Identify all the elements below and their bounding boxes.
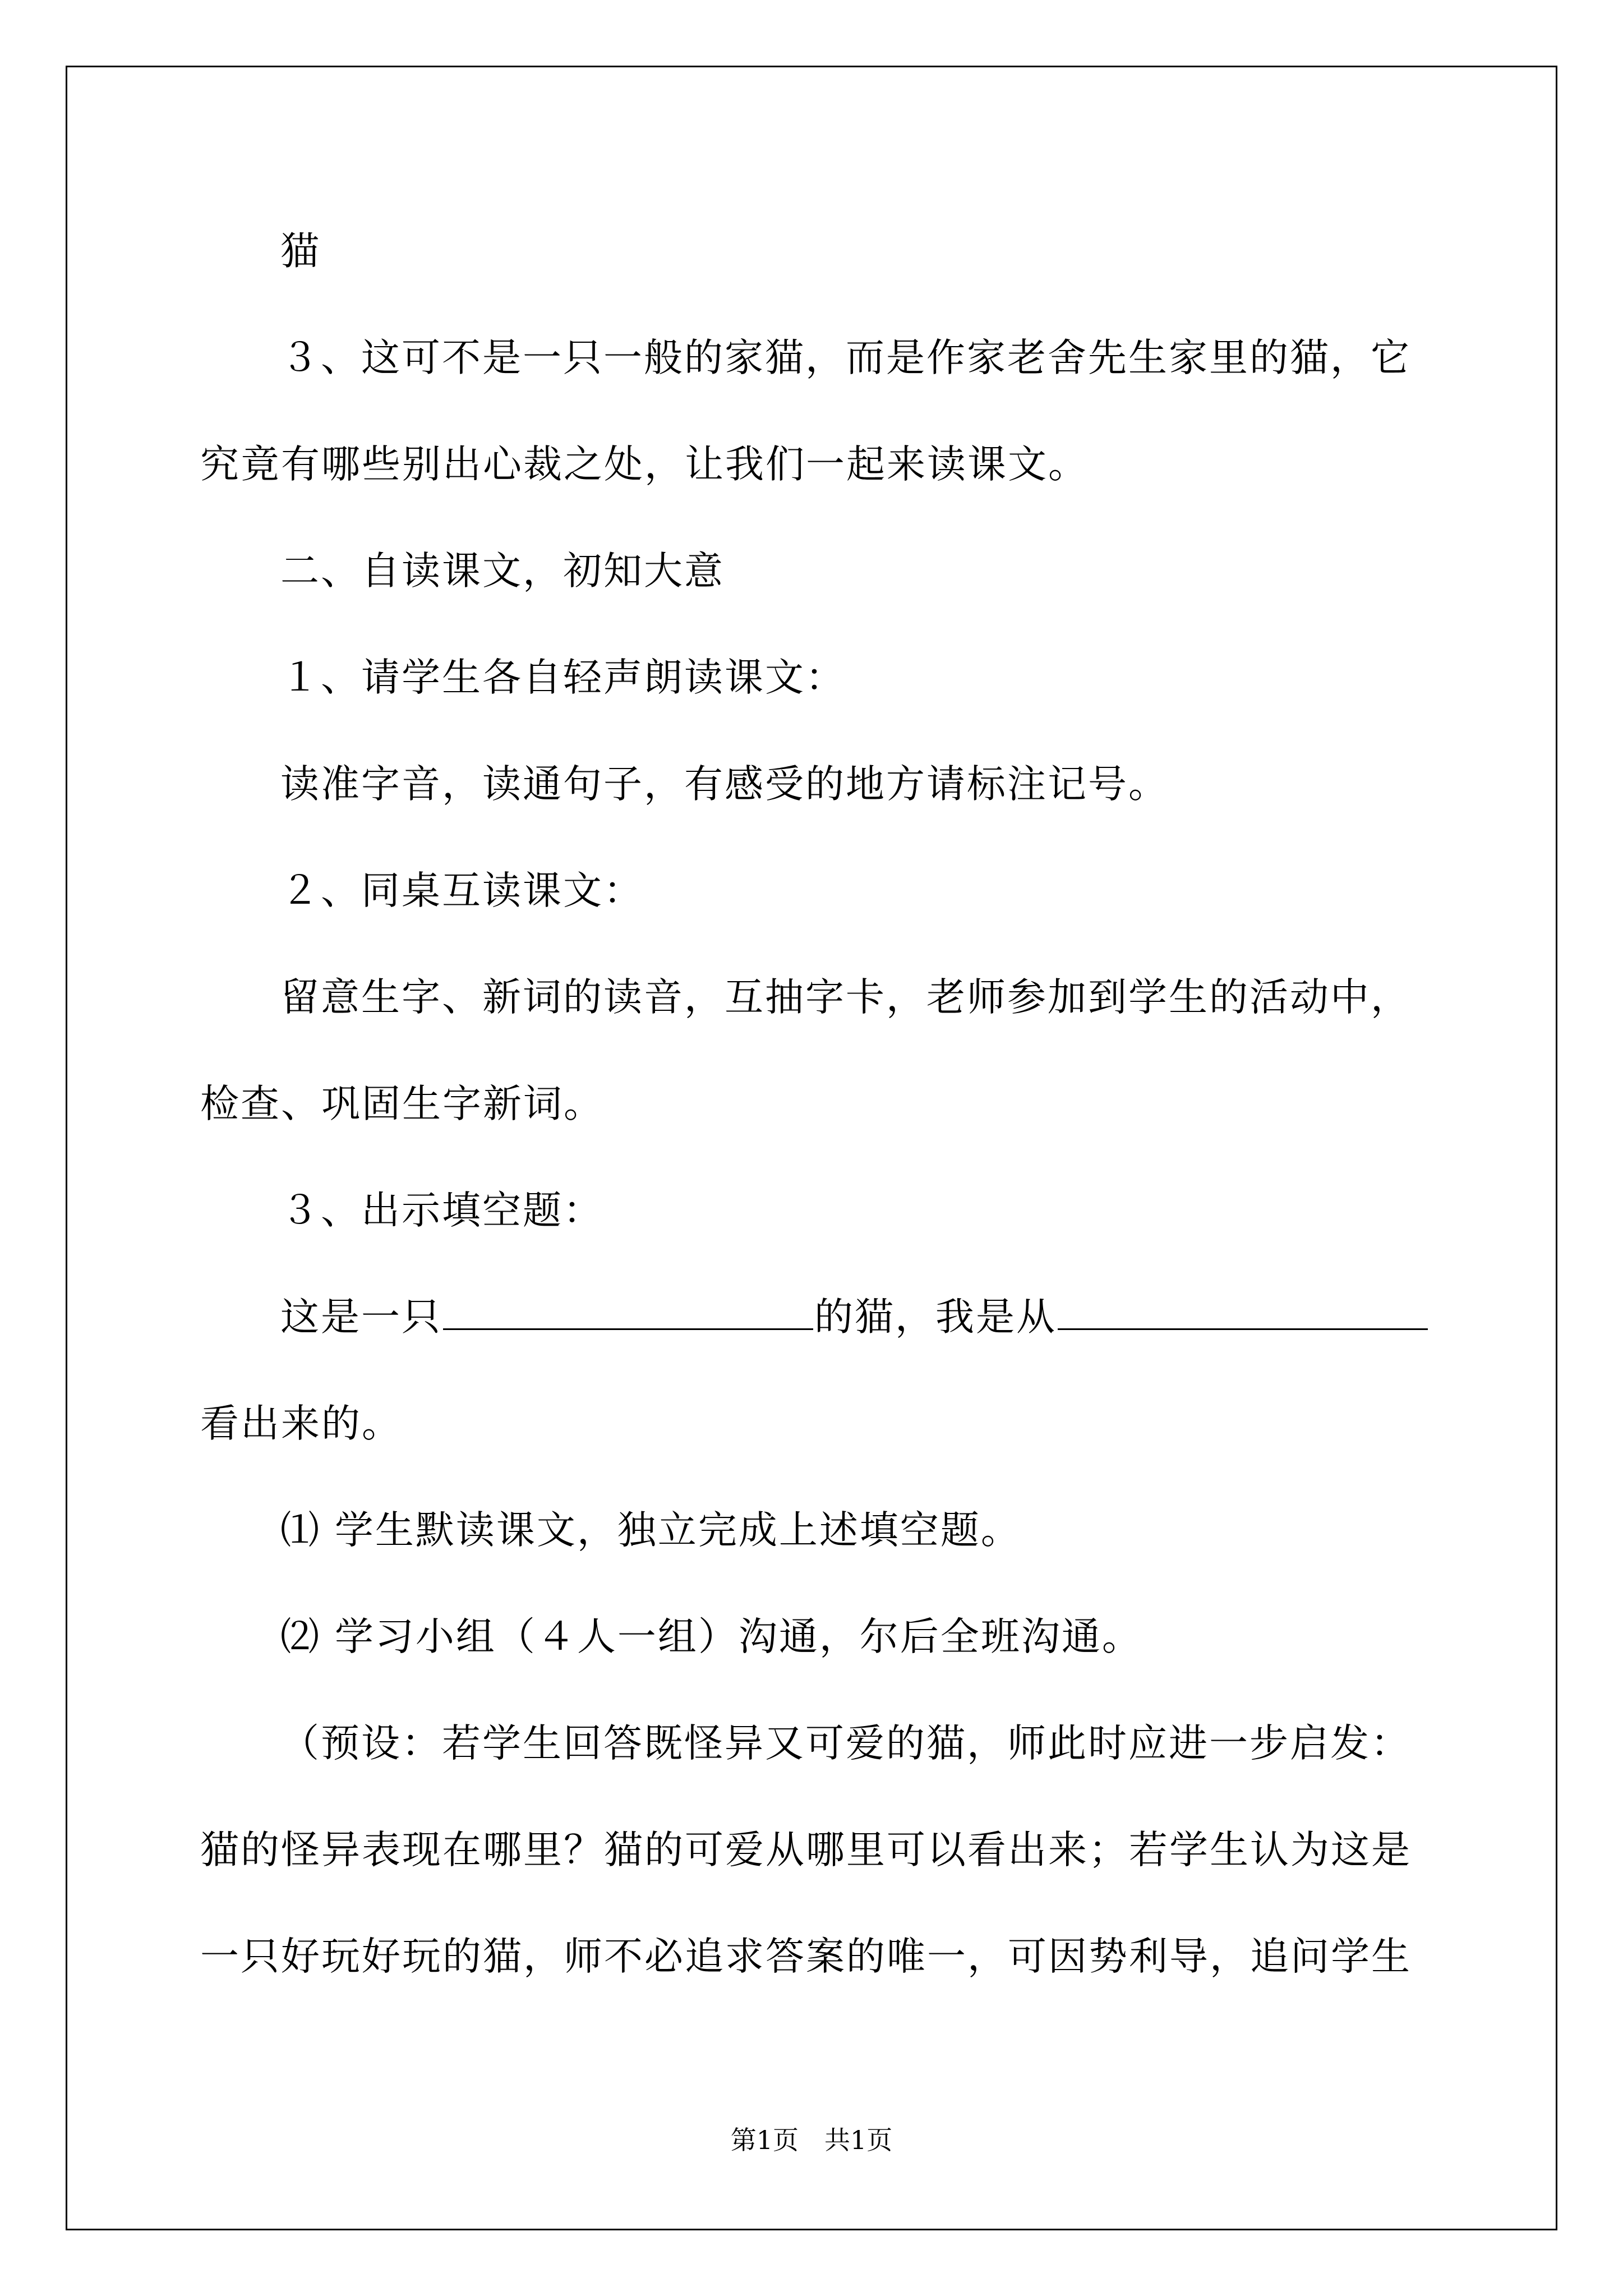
text-line: １、请学生各自轻声朗读课文： [280, 655, 846, 700]
section-heading: 二、自读课文，初知大意 [280, 549, 725, 593]
text-line: 留意生字、新词的读音，互抽字卡，老师参加到学生的活动中， [280, 975, 1411, 1020]
text-line: ３、出示填空题： [280, 1188, 603, 1233]
fill-blank-text: 的猫，我是从 [814, 1295, 1057, 1340]
text-line: ３、这可不是一只一般的家猫，而是作家老舍先生家里的猫，它 [280, 335, 1411, 380]
text-line: ⑴ 学生默读课文，独立完成上述填空题。 [280, 1508, 1021, 1553]
blank-underline [443, 1294, 813, 1330]
text-line: 读准字音，读通句子，有感受的地方请标注记号。 [280, 762, 1169, 807]
text-line: （预设：若学生回答既怪异又可爱的猫，师此时应进一步启发： [280, 1721, 1411, 1766]
fill-blank-line [280, 1292, 1514, 1342]
text-line: 看出来的。 [200, 1401, 402, 1446]
text-line: 检查、巩固生字新词。 [200, 1082, 604, 1126]
blank-underline [1058, 1294, 1428, 1330]
page-footer: 第1页 共1页 [730, 2125, 893, 2155]
text-line: 一只好玩好玩的猫，师不必追求答案的唯一，可因势利导，追问学生 [200, 1934, 1412, 1979]
text-line: 猫 [280, 229, 321, 274]
text-line: ⑵ 学习小组（４人一组）沟通，尔后全班沟通。 [280, 1614, 1142, 1659]
text-line: ２、同桌互读课文： [280, 868, 644, 913]
fill-blank-text: 这是一只 [280, 1295, 442, 1340]
text-line: 猫的怪异表现在哪里？猫的可爱从哪里可以看出来；若学生认为这是 [200, 1828, 1412, 1872]
page-border [66, 66, 1557, 2230]
text-line: 究竟有哪些别出心裁之处，让我们一起来读课文。 [200, 442, 1089, 487]
